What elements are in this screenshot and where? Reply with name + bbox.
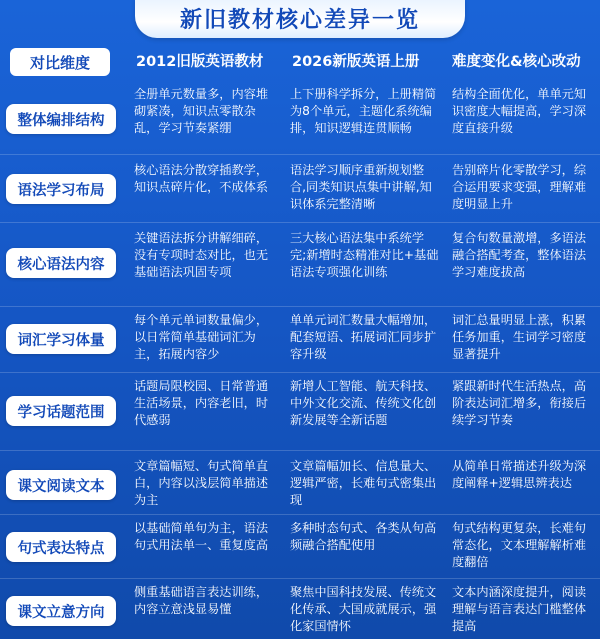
row-divider [0, 222, 600, 223]
old-edition-header: 2012旧版英语教材 [136, 54, 264, 70]
change-cell: 从简单日常描述升级为深度阐释+逻辑思辨表达 [452, 459, 587, 490]
change-cell: 复合句数量激增，多语法融合搭配考查，整体语法学习难度拔高 [452, 231, 587, 279]
row-label: 核心语法内容 [6, 248, 116, 278]
dimension-header: 对比维度 [10, 48, 110, 76]
table-header [0, 48, 600, 78]
change-cell: 告别碎片化零散学习，综合运用要求变强，理解难度明显上升 [452, 163, 587, 211]
change-cell: 紧跟新时代生活热点，高阶表达词汇增多，衔接后续学习节奏 [452, 379, 587, 427]
title-banner [0, 0, 600, 40]
change-header: 难度变化&核心改动 [452, 54, 581, 70]
page-title: 新旧教材核心差异一览 [135, 0, 465, 38]
new-cell: 单单元词汇数量大幅增加，配套短语、拓展词汇同步扩容升级 [290, 313, 437, 361]
row-label: 语法学习布局 [6, 174, 116, 204]
old-cell: 文章篇幅短、句式简单直白，内容以浅层简单描述为主 [134, 459, 269, 507]
new-cell: 语法学习顺序重新规划整合,同类知识点集中讲解,知识体系完整清晰 [290, 163, 432, 211]
row-divider [0, 372, 600, 373]
row-label: 词汇学习体量 [6, 324, 116, 354]
row-divider [0, 514, 600, 515]
old-cell: 以基础简单句为主，语法句式用法单一、重复度高 [134, 521, 269, 552]
row-divider [0, 450, 600, 451]
new-cell: 文章篇幅加长、信息量大、逻辑严密，长难句式密集出现 [290, 459, 437, 507]
row-label: 课文阅读文本 [6, 470, 116, 500]
old-cell: 话题局限校园、日常普通生活场景，内容老旧，时代感弱 [134, 379, 269, 427]
row-divider [0, 578, 600, 579]
change-cell: 结构全面优化，单单元知识密度大幅提高，学习深度直接升级 [452, 87, 587, 135]
old-cell: 关键语法拆分讲解细碎，没有专项时态对比，也无基础语法巩固专项 [134, 231, 269, 279]
old-cell: 全册单元数量多，内容堆砌紧凑，知识点零散杂乱，学习节奏紧绷 [134, 87, 269, 135]
old-cell: 核心语法分散穿插教学，知识点碎片化，不成体系 [134, 163, 269, 194]
row-label: 整体编排结构 [6, 104, 116, 134]
change-cell: 文本内涵深度提升，阅读理解与语言表达门槛整体提高 [452, 585, 587, 633]
old-cell: 侧重基础语言表达训练，内容立意浅显易懂 [134, 585, 269, 616]
new-cell: 多种时态句式、各类从句高频融合搭配使用 [290, 521, 437, 552]
row-label: 句式表达特点 [6, 532, 116, 562]
change-cell: 词汇总量明显上涨，积累任务加重，生词学习密度显著提升 [452, 313, 587, 361]
new-cell: 新增人工智能、航天科技、中外文化交流、传统文化创新发展等全新话题 [290, 379, 437, 427]
new-cell: 上下册科学拆分，上册精简为8个单元，主题化系统编排，知识逻辑连贯顺畅 [290, 87, 437, 135]
new-edition-header: 2026新版英语上册 [292, 54, 420, 70]
old-cell: 每个单元单词数量偏少，以日常简单基础词汇为主，拓展内容少 [134, 313, 269, 361]
new-cell: 聚焦中国科技发展、传统文化传承、大国成就展示，强化家国情怀 [290, 585, 437, 633]
new-cell: 三大核心语法集中系统学完;新增时态精准对比+基础语法专项强化训练 [290, 231, 439, 279]
row-divider [0, 306, 600, 307]
row-divider [0, 154, 600, 155]
row-label: 学习话题范围 [6, 396, 116, 426]
row-label: 课文立意方向 [6, 596, 116, 626]
change-cell: 句式结构更复杂，长难句常态化，文本理解解析难度翻倍 [452, 521, 587, 569]
